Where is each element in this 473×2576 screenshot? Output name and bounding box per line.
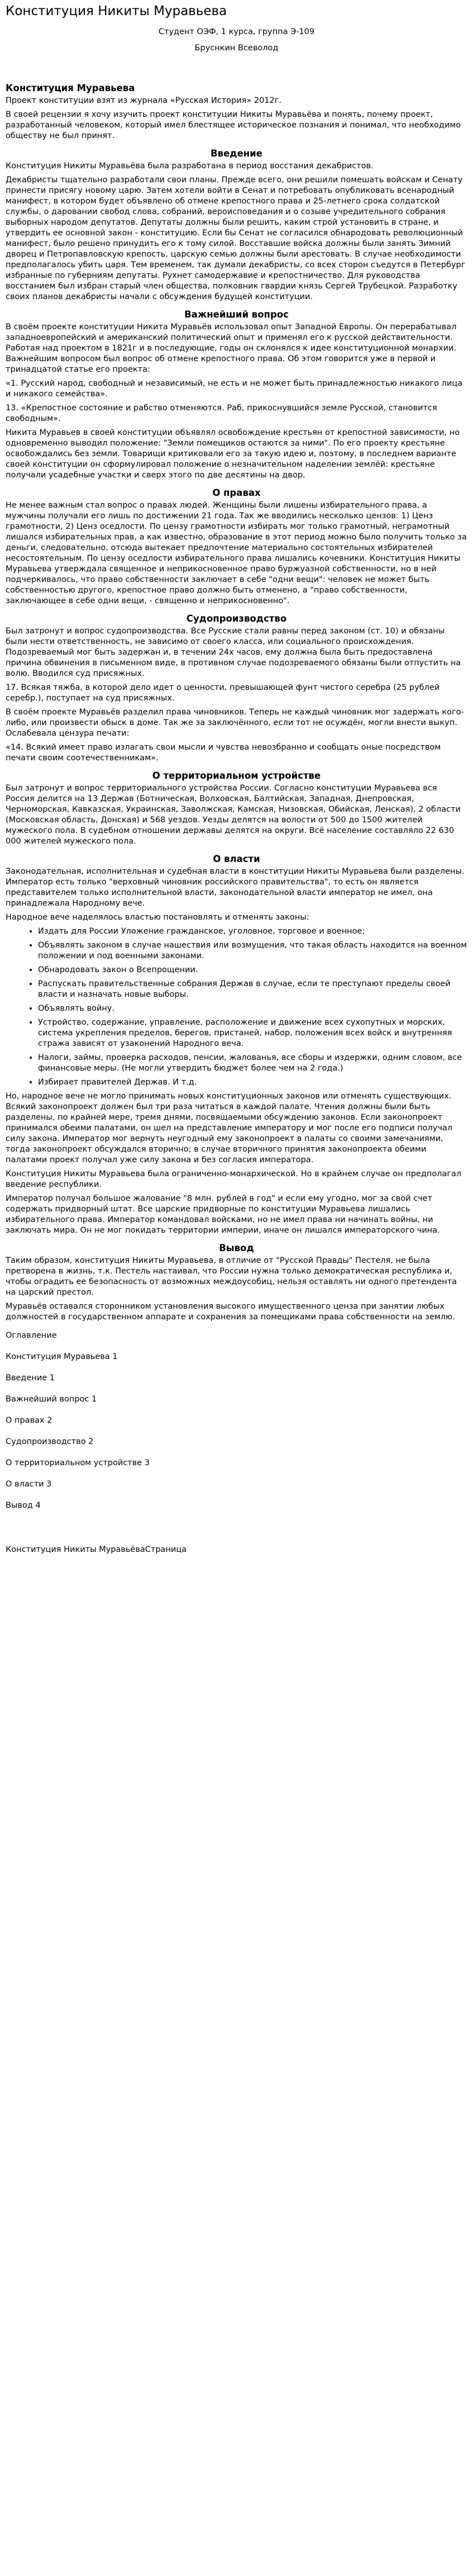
table-of-contents: [6, 1330, 467, 1511]
section-heading: Конституция Муравьева: [6, 83, 135, 93]
section-heading: О правах: [212, 487, 261, 498]
paragraph: Проект конституции взят из журнала «Русская История» 2012г.: [6, 96, 281, 105]
toc-item[interactable]: О территориальном устройстве 3: [6, 1459, 150, 1467]
section-intro: [6, 83, 467, 141]
paragraph: Таким образом, конституция Никиты Муравьева, в отличие от "Русской Правды" Пестеля, не была претворена в жизнь, т.к. Пестель настаивал, что России нужна только демократическая республика и, чтобы оградить ее безопасность от возможных междоусобиц, нельзя оставлять ни одного претендента на царский престол.: [6, 1256, 457, 1297]
paragraph: Был затронут и вопрос территориального устройства России. Согласно конституции Муравьева вся Россия делится на 13 Держав (Ботническая, Волховская, Балтийская, Западная, Днепровская, Черноморская, Кавказская, Украинская, Заволжская, Камская, Низовская, Обийская, Ленская), 2 области (Московская область, Донская) и 568 уездов. Уезды делятся на волости от 500 до 1500 жителей мужеского пола. В судебном отношении державы делятся на округи. Всё население составляло 22 630 000 жителей мужеского пола.: [6, 784, 461, 846]
toc-item[interactable]: О власти 3: [6, 1480, 52, 1489]
section-heading: Судопроизводство: [186, 613, 287, 624]
section-heading: Важнейший вопрос: [184, 309, 289, 320]
paragraph: «14. Всякий имеет право излагать свои мысли и чувства невозбранно и сообщать оные посредством печати своим соотечественникам».: [6, 743, 441, 763]
paragraph: Не менее важным стал вопрос о правах людей. Женщины были лишены избирательного права, а мужчины получали его лишь по достижении 21 года. Так же вводились несколько цензов: 1) Ценз грамотности, 2) Ценз оседлости. По цензу грамотности избирать мог только грамотный, неграмотный лишался избирательных прав, а как известно, образование в этот период можно было получить только за деньги, следовательно, отсюда вытекает предпочтение материально состоятельных избирателей несостоятельным. По цензу оседлости избирательного права лишались кочевники. Конституция Никиты Муравьева утверждала священное и неприкосновенное право буржуазной собственности, но в ней подчеркивалось, что право собственности заключает в себе "одни вещи": человек не может быть собственностью другого, крепостное право должно быть отменено, а "право собственности, заключающее в себе одни вещи, - священно и неприкосновенно".: [6, 501, 467, 605]
list-item: • Избирает правителей Держав. И т.д.: [38, 1077, 467, 1088]
section-heading: Вывод: [219, 1243, 254, 1253]
paragraph: Никита Муравьев в своей конституции объявлял освобождение крестьян от крепостной зависимости, но одновременно выводил положение: "Земли помещиков остаются за ними". По его проекту крестьяне освобождались без земли. Товарищи критиковали его за такую идею и, поэтому, в последнем варианте своей конституции он сформулировал положение о незначительном наделении землёй: крестьяне получали усадебные участки и сверх этого по две десятины на двор.: [6, 428, 460, 480]
paragraph: В своей рецензии я хочу изучить проект конституции Никиты Муравьёва и понять, почему проект, разработанный человеком, который имел блестящее историческое познания и понимал, что необходимо обществу не был принят.: [6, 110, 461, 140]
section-vlast: [6, 854, 467, 1236]
paragraph: Декабристы тщательно разработали свои планы. Прежде всего, они решили помешать войскам и Сенату принести присягу новому царю. Затем хотели войти в Сенат и потребовать опубликовать всенародный манифест, в котором будет объявлено об отмене крепостного права и 25-летнего срока солдатской службы, о даровании свобод слова, собраний, вероисповедания и о созыве учредительного собрания выборных народом депутатов. Депутаты должны были решить, каким строй установить в стране, и утвердить ее основной закон - конституцию. Если бы Сенат не согласился обнародовать революционный манифест, было решено принудить его к тому силой. Восставшие войска должны были занять Зимний дворец и Петропавловскую крепость, царскую семью должны были арестовать. В случае необходимости предполагалось убить царя. Тем временем, так думали декабристы, со всех сторон съедутся в Петербург избранные по губерниям депутаты. Рухнет самодержавие и крепостничество. Для руководства восстанием был избран старый член общества, полковник гвардии князь Сергей Трубецкой. Разработку своих планов декабристы начали с обсуждения будущей конституции.: [6, 176, 466, 301]
paragraph: Император получал большое жалование "8 млн. рублей в год" и если ему угодно, мог за свой счет содержать придворный штат. Все царские придворные по конституции Муравьева лишались избирательного права. Император командовал войсками, но не имел права ни начинать войны, ни заключать мира. Он не мог покидать территории империи, иначе он лишался императорского чина.: [6, 1194, 440, 1235]
paragraph: Конституция Никиты Муравьёва была разработана в период восстания декабристов.: [6, 162, 374, 171]
paragraph: Муравьёв оставался сторонником установления высокого имущественного ценза при занятии любых должностей в государственном аппарате и сохранения за помещиками права собственности на землю.: [6, 1302, 455, 1322]
section-o-pravah: [6, 487, 467, 607]
author-line: Бруснкин Всеволод: [194, 44, 279, 53]
section-vyvod: [6, 1243, 467, 1323]
section-territorial: [6, 770, 467, 847]
list-item: • Объявлять законом в случае нашествия или возмущения, что такая область находится на военном положении и под военными законами.: [38, 940, 467, 962]
section-heading: Введение: [211, 148, 262, 159]
section-heading: О территориальном устройстве: [152, 770, 321, 781]
page-footer: Конституция Никиты МуравьёваСтраница: [6, 1545, 187, 1554]
list-item: • Объявлять войну.: [38, 1003, 467, 1014]
paragraph: В своём проекте конституции Никита Муравьёв использовал опыт Западной Европы. Он перерабатывал западноевропейский и американский политический опыт и применял его к русской действительности. Работая над проектом в 1821г и в последующие, годы он склонялся к идее конституционной монархии. Важнейшим вопросом был вопрос об отмене крепостного права. Об этом говорится уже в первой и тринадцатой статье его проекта:: [6, 323, 457, 374]
toc-item[interactable]: Судопроизводство 2: [6, 1437, 94, 1446]
section-sudoproizvodstvo: [6, 613, 467, 764]
list-item: • Издать для России Уложение гражданское, уголовное, торговое и военное;: [38, 926, 467, 937]
list-item: • Налоги, займы, проверка расходов, пенсии, жалованья, все сборы и издержки, одним словом, все финансовые меры. (Не могли утвердить бюджет более чем на 2 года.): [38, 1053, 467, 1074]
list-item: • Распускать правительственные собрания Держав в случае, если те преступают пределы своей власти и назначать новые выборы.: [38, 979, 467, 1000]
paragraph: «1. Русский народ, свободный и независимый, не есть и не может быть принадлежностью никакого лица и никакого семейства».: [6, 379, 463, 399]
paragraph: Конституция Никиты Муравьева была ограниченно-монархической. Но в крайнем случае он предполагал введение республики.: [6, 1169, 462, 1189]
list-item: • Обнародовать закон о Всепрощении.: [38, 965, 467, 976]
paragraph: 17. Всякая тяжба, в которой дело идет о ценности, превышающей фунт чистого серебра (25 рублей серебр.), поступает на суд присяжных.: [6, 683, 440, 703]
toc-item[interactable]: О правах 2: [6, 1416, 52, 1425]
list-item: • Устройство, содержание, управление, расположение и движение всех сухопутных и морских, система укрепления пределов, берегов, пристаней, набор, положения всех войск и внутренняя стража зависят от узаконений Народного веча.: [38, 1017, 467, 1049]
paragraph: 13. «Крепостное состояние и рабство отменяются. Раб, прикоснувшийся земле Русской, становится свободным».: [6, 404, 437, 423]
section-vazhneyshiy: [6, 309, 467, 481]
toc-heading: Оглавление: [6, 1331, 57, 1340]
toc-item[interactable]: Вывод 4: [6, 1501, 41, 1510]
student-line: Студент ОЭФ, 1 курса, группа Э-109: [158, 27, 315, 36]
toc-item[interactable]: Конституция Муравьева 1: [6, 1352, 118, 1361]
section-heading: О власти: [213, 854, 260, 864]
paragraph: Но, народное вече не могло принимать новых конституционных законов или отменять существующих. Всякий законопроект должен был три раза читаться в каждой палате. Чтения должны были быть разделены, по крайней мере, тремя днями, посвящаемыми обсуждению законов. Если законопроект принимался обеими палатами, он шел на представление императору и мог после его подписи получал силу закона. Император мог вернуть неугодный ему законопроект в палаты со своими замечаниями, тогда законопроект обсуждался вторично; в случае вторичного принятия законопроекта обеими палатами проект получал уже силу закона и без согласия императора.: [6, 1092, 453, 1164]
document-page: [0, 3, 473, 1575]
powers-list: [6, 926, 467, 1088]
section-vvedenie: [6, 148, 467, 302]
paragraph: В своём проекте Муравьёв разделил права чиновников. Теперь не каждый чиновник мог задержать кого-либо, или произвести обыск в доме. Так же за заключённого, если тот не осуждён, могли внести выкуп. Ослабевала цензура печати:: [6, 708, 464, 738]
toc-item[interactable]: Важнейший вопрос 1: [6, 1395, 97, 1404]
toc-item[interactable]: Введение 1: [6, 1374, 55, 1382]
paragraph: Законодательная, исполнительная и судебная власти в конституции Никиты Муравьева были разделены. Император есть только "верховный чиновник российского правительства", то есть он является представителем только исполнительной власти, законодательной власти император не имел, она принадлежала Народному вече.: [6, 867, 465, 908]
paragraph: Был затронут и вопрос судопроизводства. Все Русские стали равны перед законом (ст. 10) и обязаны были нести ответственность, не зависимо от своего класса, или социального происхождения. Подозреваемый мог быть задержан и, в течении 24х часов, ему должна была быть предоставлена причина обвинения в письменном виде, в противном случае подозреваемого обязаны были отпустить на волю. Вводился суд присяжных.: [6, 627, 461, 678]
paragraph: Народное вече наделялось властью постановлять и отменять законы:: [6, 913, 309, 922]
document-title: Конституция Никиты Муравьева: [6, 4, 227, 18]
